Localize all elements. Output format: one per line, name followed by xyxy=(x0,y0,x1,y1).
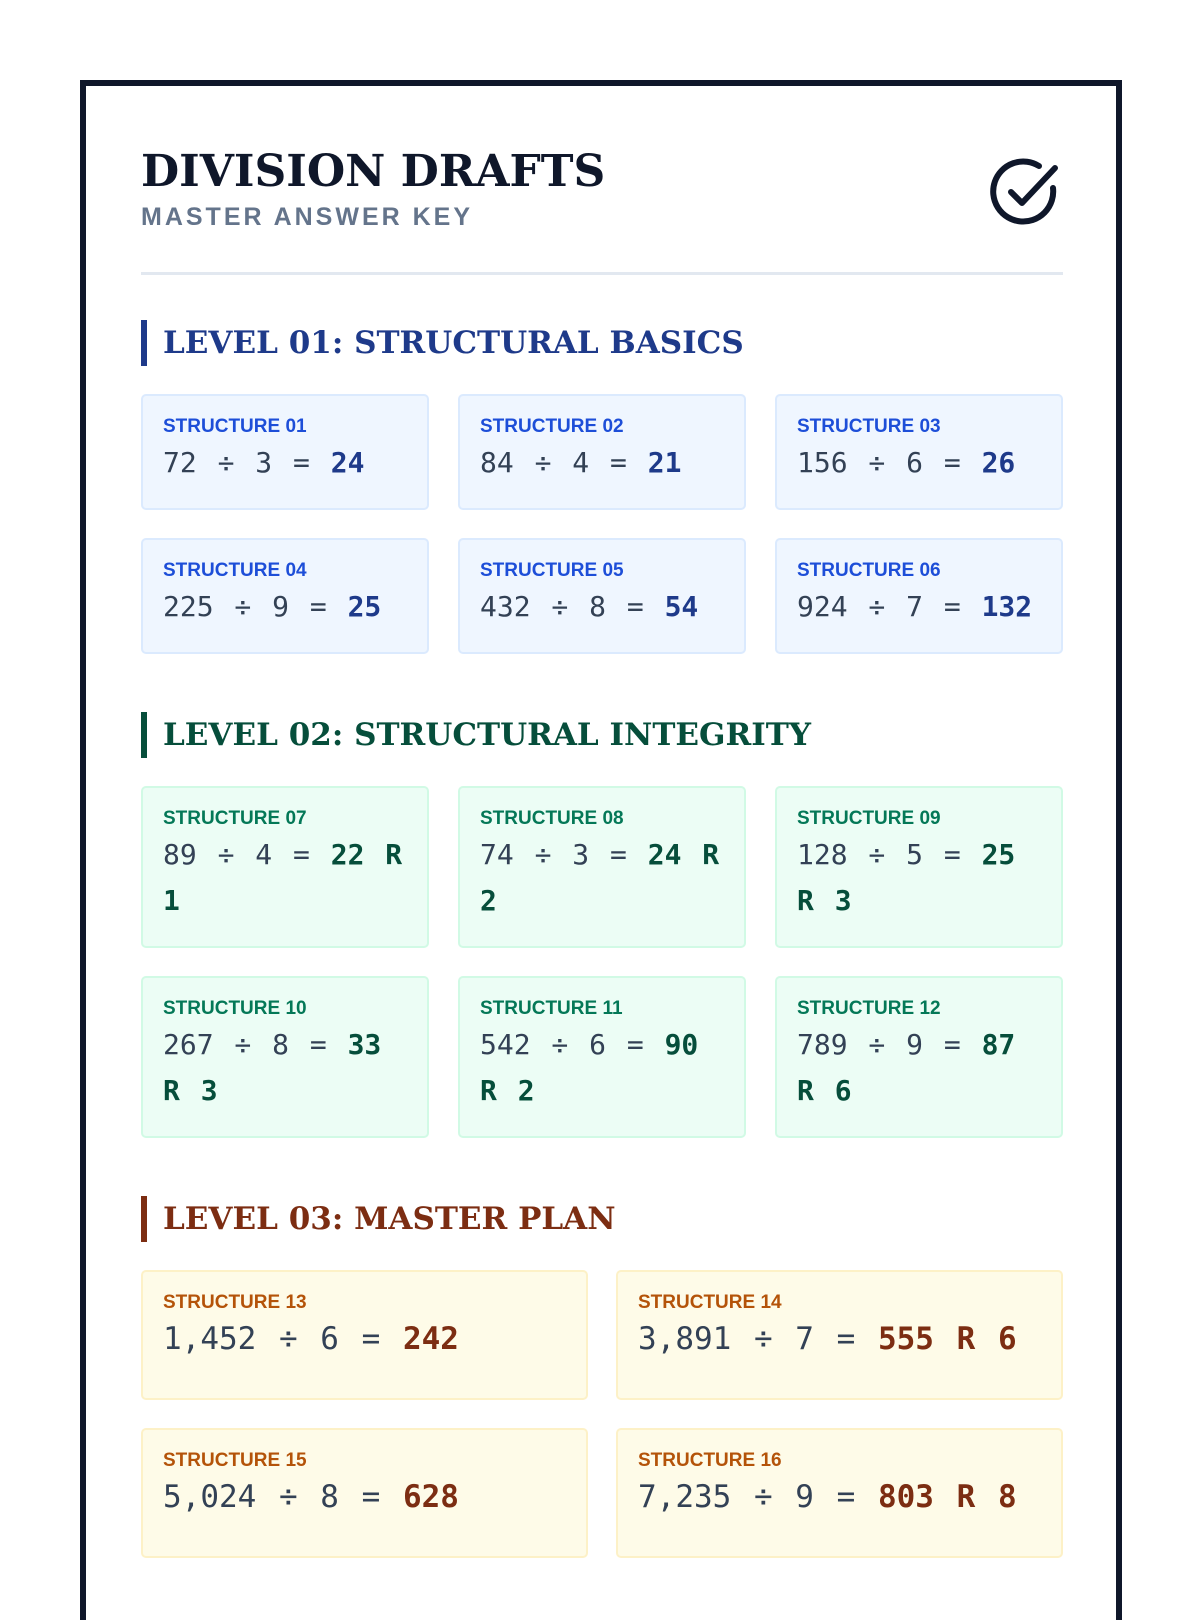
problem-card xyxy=(141,786,429,948)
problem-card xyxy=(616,1428,1063,1558)
problem-text: 789 ÷ 9 = xyxy=(797,1028,961,1061)
problem-label: STRUCTURE 11 xyxy=(480,998,623,1019)
page-subtitle: MASTER ANSWER KEY xyxy=(141,203,474,231)
answer-text: 25 R 3 xyxy=(797,838,1016,917)
answer-text: 628 xyxy=(402,1479,459,1515)
problem-expression xyxy=(163,1474,566,1520)
level-02-title-text: LEVEL 02: STRUCTURAL INTEGRITY xyxy=(163,717,811,753)
page-title: DIVISION DRAFTS xyxy=(141,146,606,197)
problem-card xyxy=(141,1428,588,1558)
problem-text: 225 ÷ 9 = xyxy=(163,590,327,623)
problem-card xyxy=(141,538,429,654)
level-01-title xyxy=(141,320,744,366)
problem-expression xyxy=(480,440,724,486)
problem-text: 7,235 ÷ 9 = xyxy=(638,1479,856,1515)
problem-label: STRUCTURE 09 xyxy=(797,808,941,829)
problem-label: STRUCTURE 06 xyxy=(797,560,941,581)
level-03-title-text: LEVEL 03: MASTER PLAN xyxy=(163,1201,616,1237)
problem-label: STRUCTURE 10 xyxy=(163,998,307,1019)
problem-expression xyxy=(638,1316,1041,1362)
problem-text: 267 ÷ 8 = xyxy=(163,1028,327,1061)
problem-expression xyxy=(163,832,407,924)
problem-expression xyxy=(797,440,1041,486)
problem-card xyxy=(458,976,746,1138)
answer-text: 24 xyxy=(330,446,365,479)
problem-text: 74 ÷ 3 = xyxy=(480,838,627,871)
answer-text: 803 R 8 xyxy=(877,1479,1017,1515)
problem-expression xyxy=(638,1474,1041,1520)
answer-text: 90 R 2 xyxy=(480,1028,699,1107)
level-01-accent-bar xyxy=(141,320,147,366)
answer-text: 87 R 6 xyxy=(797,1028,1016,1107)
problem-card xyxy=(775,786,1063,948)
problem-text: 432 ÷ 8 = xyxy=(480,590,644,623)
problem-label: STRUCTURE 03 xyxy=(797,416,941,437)
answer-text: 33 R 3 xyxy=(163,1028,382,1107)
problem-label: STRUCTURE 02 xyxy=(480,416,624,437)
problem-text: 156 ÷ 6 = xyxy=(797,446,961,479)
answer-text: 54 xyxy=(664,590,699,623)
check-circle-icon xyxy=(987,154,1063,230)
problem-label: STRUCTURE 08 xyxy=(480,808,624,829)
problem-text: 5,024 ÷ 8 = xyxy=(163,1479,381,1515)
answer-key-sheet xyxy=(80,80,1122,1620)
problem-label: STRUCTURE 15 xyxy=(163,1450,307,1471)
level-02-title xyxy=(141,712,811,758)
problem-expression xyxy=(163,1316,566,1362)
problem-expression xyxy=(163,440,407,486)
level-01-title-text: LEVEL 01: STRUCTURAL BASICS xyxy=(163,325,744,361)
problem-label: STRUCTURE 14 xyxy=(638,1292,782,1313)
answer-text: 25 xyxy=(347,590,382,623)
problem-card xyxy=(616,1270,1063,1400)
problem-expression xyxy=(480,1022,724,1114)
problem-card xyxy=(775,394,1063,510)
answer-text: 555 R 6 xyxy=(877,1321,1017,1357)
problem-expression xyxy=(797,584,1041,630)
problem-card xyxy=(141,1270,588,1400)
answer-text: 22 R 1 xyxy=(163,838,403,917)
problem-label: STRUCTURE 13 xyxy=(163,1292,307,1313)
problem-label: STRUCTURE 07 xyxy=(163,808,307,829)
problem-label: STRUCTURE 01 xyxy=(163,416,307,437)
problem-label: STRUCTURE 12 xyxy=(797,998,941,1019)
level-03-accent-bar xyxy=(141,1196,147,1242)
problem-text: 3,891 ÷ 7 = xyxy=(638,1321,856,1357)
problem-expression xyxy=(480,832,724,924)
problem-expression xyxy=(163,1022,407,1114)
answer-text: 242 xyxy=(402,1321,459,1357)
problem-card xyxy=(775,976,1063,1138)
problem-text: 89 ÷ 4 = xyxy=(163,838,310,871)
problem-card xyxy=(458,786,746,948)
problem-expression xyxy=(163,584,407,630)
header-divider xyxy=(141,272,1063,275)
level-03-title xyxy=(141,1196,616,1242)
problem-card xyxy=(775,538,1063,654)
problem-text: 924 ÷ 7 = xyxy=(797,590,961,623)
problem-card xyxy=(141,394,429,510)
answer-text: 24 R 2 xyxy=(480,838,720,917)
problem-expression xyxy=(797,832,1041,924)
answer-text: 26 xyxy=(981,446,1016,479)
problem-card xyxy=(458,538,746,654)
answer-text: 132 xyxy=(981,590,1033,623)
page-header xyxy=(141,146,1063,266)
problem-text: 84 ÷ 4 = xyxy=(480,446,627,479)
problem-text: 128 ÷ 5 = xyxy=(797,838,961,871)
answer-text: 21 xyxy=(647,446,682,479)
problem-expression xyxy=(797,1022,1041,1114)
problem-label: STRUCTURE 05 xyxy=(480,560,624,581)
problem-expression xyxy=(480,584,724,630)
level-02-accent-bar xyxy=(141,712,147,758)
problem-text: 72 ÷ 3 = xyxy=(163,446,310,479)
problem-text: 1,452 ÷ 6 = xyxy=(163,1321,381,1357)
problem-card xyxy=(141,976,429,1138)
problem-label: STRUCTURE 16 xyxy=(638,1450,782,1471)
problem-card xyxy=(458,394,746,510)
problem-label: STRUCTURE 04 xyxy=(163,560,307,581)
problem-text: 542 ÷ 6 = xyxy=(480,1028,644,1061)
